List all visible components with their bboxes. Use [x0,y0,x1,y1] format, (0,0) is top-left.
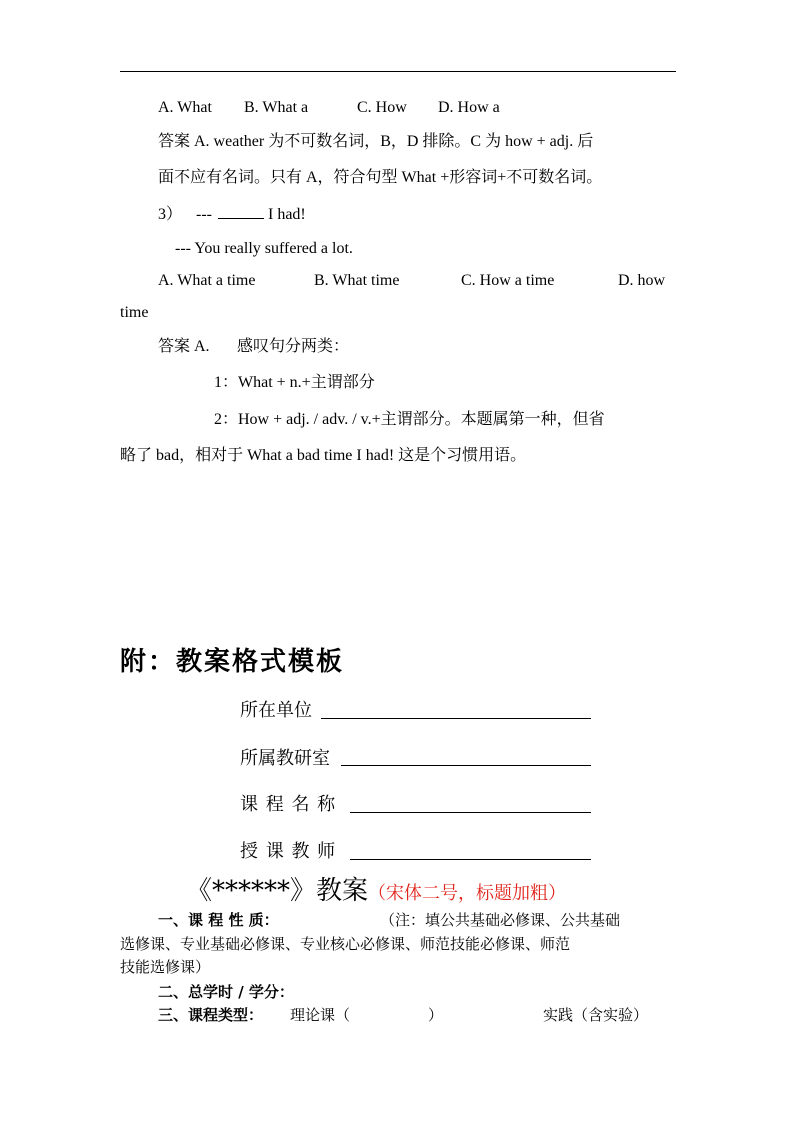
q3-option-a: A. What a time [158,272,256,289]
field-line-course[interactable] [350,812,591,813]
q3-option-wrap: time [120,304,149,321]
section2-label: 二、总学时 / 学分： [158,983,294,1001]
q3-prompt [158,204,306,225]
q3-option-c: C. How a time [461,272,555,289]
q2-answer-line1: 答案 A. weather 为不可数名词，B，D 排除。C 为 how + adj. 后 [158,133,594,150]
header-rule [120,71,676,72]
q3-option-b: B. What time [314,272,400,289]
field-line-office[interactable] [341,765,591,766]
q2-option-b: B. What a [244,99,309,116]
q3-answer-intro: 感叹句分两类： [237,338,350,355]
template-title-main: 《******》教案 [186,876,369,906]
q2-option-c: C. How [357,99,407,116]
q3-number: 3） [158,206,183,223]
q2-option-a: A. What [158,99,212,116]
q3-prompt-prefix: --- [196,206,212,223]
field-line-unit[interactable] [321,718,591,719]
template-title-note: （宋体二号，标题加粗） [368,883,567,904]
q3-blank [218,204,264,219]
q3-reply: --- You really suffered a lot. [175,240,353,257]
field-label-office: 所属教研室 [240,748,330,769]
q3-answer-label: 答案 A. [158,338,210,355]
field-label-teacher: 授 课 教 师 [240,841,337,862]
field-label-unit: 所在单位 [240,700,312,721]
section1-note-c: 技能选修课） [120,958,211,976]
section3-practice: 实践（含实验） [543,1006,649,1024]
section1-note-a: （注：填公共基础必修课、公共基础 [380,911,621,929]
q3-rule2-cont: 略了 bad，相对于 What a bad time I had! 这是个习惯用语。 [120,447,527,464]
q2-answer-line2: 面不应有名词。只有 A，符合句型 What +形容词+不可数名词。 [158,169,603,186]
section3-theory-close: ） [428,1006,444,1024]
q3-prompt-suffix: I had! [268,206,306,223]
field-line-teacher[interactable] [350,859,591,860]
section3-label: 三、课程类型： [158,1006,264,1024]
section3-theory: 理论课（ [290,1006,351,1024]
section1-note-b: 选修课、专业基础必修课、专业核心必修课、师范技能必修课、师范 [120,935,571,953]
appendix-heading: 附：教案格式模板 [120,647,345,677]
field-label-course: 课 程 名 称 [240,794,337,815]
q3-rule2: 2：How + adj. / adv. / v.+主谓部分。本题属第一种，但省 [214,411,605,428]
q3-rule1: 1：What + n.+主谓部分 [214,374,375,391]
q2-option-d: D. How a [438,99,500,116]
section1-label: 一、课 程 性 质： [158,911,279,929]
template-title [186,870,566,907]
q3-option-d: D. how [618,272,666,289]
